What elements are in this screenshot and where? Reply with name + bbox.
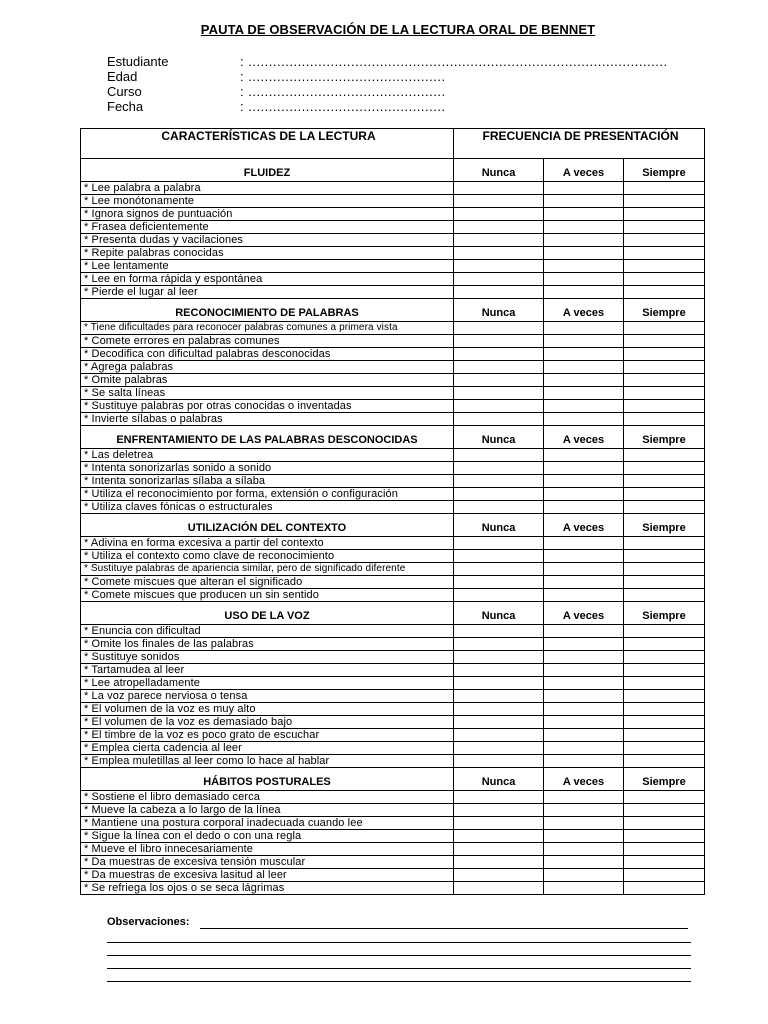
item-label: * Utiliza el contexto como clave de reconocimiento	[81, 550, 454, 563]
field-label: Edad	[107, 69, 138, 84]
checkbox-cell-a-veces[interactable]	[544, 830, 624, 843]
checkbox-cell-a-veces[interactable]	[544, 638, 624, 651]
checkbox-cell-siempre[interactable]	[624, 374, 705, 387]
checkbox-cell-siempre[interactable]	[624, 729, 705, 742]
checkbox-cell-siempre[interactable]	[624, 589, 705, 602]
checkbox-cell-nunca[interactable]	[454, 716, 544, 729]
checkbox-cell-siempre[interactable]	[624, 791, 705, 804]
checkbox-cell-a-veces[interactable]	[544, 550, 624, 563]
item-label: * Las deletrea	[81, 449, 454, 462]
item-label: * El timbre de la voz es poco grato de escuchar	[81, 729, 454, 742]
checkbox-cell-siempre[interactable]	[624, 462, 705, 475]
item-label: * Intenta sonorizarlas sonido a sonido	[81, 462, 454, 475]
checkbox-cell-a-veces[interactable]	[544, 703, 624, 716]
checkbox-cell-a-veces[interactable]	[544, 742, 624, 755]
item-label: * Intenta sonorizarlas sílaba a sílaba	[81, 475, 454, 488]
table-row	[81, 361, 705, 374]
checkbox-cell-nunca[interactable]	[454, 413, 544, 426]
checkbox-cell-nunca[interactable]	[454, 664, 544, 677]
checkbox-cell-nunca[interactable]	[454, 322, 544, 335]
item-label: * Lee lentamente	[81, 260, 454, 273]
checkbox-cell-nunca[interactable]	[454, 273, 544, 286]
checkbox-cell-nunca[interactable]	[454, 400, 544, 413]
table-row	[81, 449, 705, 462]
table-row	[81, 856, 705, 869]
table-row	[81, 260, 705, 273]
checkbox-cell-siempre[interactable]	[624, 550, 705, 563]
item-label: * Presenta dudas y vacilaciones	[81, 234, 454, 247]
section-title: ENFRENTAMIENTO DE LAS PALABRAS DESCONOCIDAS	[81, 426, 454, 449]
table-row	[81, 348, 705, 361]
checkbox-cell-siempre[interactable]	[624, 387, 705, 400]
checkbox-cell-nunca[interactable]	[454, 589, 544, 602]
frequency-header: Siempre	[624, 602, 705, 625]
item-label: * Lee palabra a palabra	[81, 182, 454, 195]
checkbox-cell-a-veces[interactable]	[544, 195, 624, 208]
checkbox-cell-siempre[interactable]	[624, 182, 705, 195]
checkbox-cell-nunca[interactable]	[454, 856, 544, 869]
checkbox-cell-siempre[interactable]	[624, 869, 705, 882]
frequency-header: A veces	[544, 602, 624, 625]
field-blank[interactable]: : ................................................	[240, 84, 446, 99]
checkbox-cell-a-veces[interactable]	[544, 856, 624, 869]
checkbox-cell-nunca[interactable]	[454, 638, 544, 651]
checkbox-cell-siempre[interactable]	[624, 335, 705, 348]
table-row	[81, 729, 705, 742]
table-row	[81, 703, 705, 716]
table-row	[81, 690, 705, 703]
observaciones-line[interactable]	[107, 943, 691, 956]
table-row	[81, 830, 705, 843]
checkbox-cell-a-veces[interactable]	[544, 651, 624, 664]
table-row	[81, 537, 705, 550]
observaciones-label: Observaciones:	[107, 916, 190, 928]
checkbox-cell-nunca[interactable]	[454, 576, 544, 589]
checkbox-cell-nunca[interactable]	[454, 817, 544, 830]
frequency-header: Nunca	[454, 159, 544, 182]
item-label: * Pierde el lugar al leer	[81, 286, 454, 299]
checkbox-cell-a-veces[interactable]	[544, 348, 624, 361]
checkbox-cell-nunca[interactable]	[454, 449, 544, 462]
item-label: * Sustituye palabras por otras conocidas o inventadas	[81, 400, 454, 413]
item-label: * Mueve el libro innecesariamente	[81, 843, 454, 856]
item-label: * Mantiene una postura corporal inadecuada cuando lee	[81, 817, 454, 830]
checkbox-cell-a-veces[interactable]	[544, 537, 624, 550]
frequency-header: Nunca	[454, 514, 544, 537]
item-label: * Sigue la línea con el dedo o con una regla	[81, 830, 454, 843]
item-label: * Lee monótonamente	[81, 195, 454, 208]
table-row	[81, 882, 705, 895]
field-edad	[107, 69, 446, 84]
checkbox-cell-siempre[interactable]	[624, 804, 705, 817]
section-title: FLUIDEZ	[81, 159, 454, 182]
checkbox-cell-siempre[interactable]	[624, 260, 705, 273]
section-header	[81, 602, 705, 625]
table-row	[81, 589, 705, 602]
checkbox-cell-siempre[interactable]	[624, 348, 705, 361]
checkbox-cell-a-veces[interactable]	[544, 804, 624, 817]
checkbox-cell-siempre[interactable]	[624, 677, 705, 690]
field-estudiante	[107, 54, 668, 69]
item-label: * Tartamudea al leer	[81, 664, 454, 677]
checkbox-cell-siempre[interactable]	[624, 501, 705, 514]
item-label: * Sustituye palabras de apariencia similar, pero de significado diferente	[81, 563, 454, 576]
item-label: * Tiene dificultades para reconocer palabras comunes a primera vista	[81, 322, 454, 335]
item-label: * El volumen de la voz es demasiado bajo	[81, 716, 454, 729]
checkbox-cell-nunca[interactable]	[454, 462, 544, 475]
item-label: * Da muestras de excesiva tensión muscular	[81, 856, 454, 869]
checkbox-cell-nunca[interactable]	[454, 221, 544, 234]
checkbox-cell-siempre[interactable]	[624, 625, 705, 638]
checkbox-cell-siempre[interactable]	[624, 247, 705, 260]
item-label: * Repite palabras conocidas	[81, 247, 454, 260]
checkbox-cell-a-veces[interactable]	[544, 677, 624, 690]
checkbox-cell-a-veces[interactable]	[544, 576, 624, 589]
checkbox-cell-a-veces[interactable]	[544, 475, 624, 488]
checkbox-cell-nunca[interactable]	[454, 335, 544, 348]
table-row	[81, 475, 705, 488]
checkbox-cell-nunca[interactable]	[454, 208, 544, 221]
checkbox-cell-a-veces[interactable]	[544, 247, 624, 260]
frequency-header: Siempre	[624, 768, 705, 791]
table-row	[81, 664, 705, 677]
observaciones-line[interactable]	[107, 956, 691, 969]
checkbox-cell-siempre[interactable]	[624, 322, 705, 335]
checkbox-cell-siempre[interactable]	[624, 449, 705, 462]
table-row	[81, 400, 705, 413]
checkbox-cell-nunca[interactable]	[454, 703, 544, 716]
checkbox-cell-a-veces[interactable]	[544, 286, 624, 299]
item-label: * Se salta líneas	[81, 387, 454, 400]
checkbox-cell-nunca[interactable]	[454, 260, 544, 273]
table-row	[81, 804, 705, 817]
observaciones-line[interactable]	[107, 930, 691, 943]
checkbox-cell-nunca[interactable]	[454, 234, 544, 247]
checkbox-cell-a-veces[interactable]	[544, 462, 624, 475]
checkbox-cell-a-veces[interactable]	[544, 625, 624, 638]
table-row	[81, 625, 705, 638]
section-header	[81, 426, 705, 449]
checkbox-cell-a-veces[interactable]	[544, 664, 624, 677]
table-row	[81, 182, 705, 195]
checkbox-cell-siempre[interactable]	[624, 400, 705, 413]
checkbox-cell-a-veces[interactable]	[544, 260, 624, 273]
checkbox-cell-a-veces[interactable]	[544, 400, 624, 413]
frequency-header: Nunca	[454, 299, 544, 322]
checkbox-cell-nunca[interactable]	[454, 361, 544, 374]
table-main-header	[81, 129, 705, 159]
checkbox-cell-siempre[interactable]	[624, 195, 705, 208]
checkbox-cell-a-veces[interactable]	[544, 817, 624, 830]
checkbox-cell-a-veces[interactable]	[544, 374, 624, 387]
field-fecha	[107, 99, 446, 114]
frequency-header: A veces	[544, 426, 624, 449]
column-header-caracteristicas: CARACTERÍSTICAS DE LA LECTURA	[81, 129, 454, 159]
section-title: USO DE LA VOZ	[81, 602, 454, 625]
table-row	[81, 677, 705, 690]
checkbox-cell-siempre[interactable]	[624, 703, 705, 716]
section-header	[81, 514, 705, 537]
section-header	[81, 768, 705, 791]
checkbox-cell-nunca[interactable]	[454, 843, 544, 856]
table-row	[81, 286, 705, 299]
checkbox-cell-nunca[interactable]	[454, 537, 544, 550]
section-title: UTILIZACIÓN DEL CONTEXTO	[81, 514, 454, 537]
checkbox-cell-nunca[interactable]	[454, 625, 544, 638]
checkbox-cell-nunca[interactable]	[454, 488, 544, 501]
field-label: Estudiante	[107, 54, 169, 69]
checkbox-cell-nunca[interactable]	[454, 550, 544, 563]
observaciones-line[interactable]	[200, 916, 688, 929]
item-label: * Utiliza el reconocimiento por forma, extensión o configuración	[81, 488, 454, 501]
checkbox-cell-siempre[interactable]	[624, 576, 705, 589]
checkbox-cell-a-veces[interactable]	[544, 690, 624, 703]
table-row	[81, 247, 705, 260]
table-row	[81, 716, 705, 729]
checkbox-cell-a-veces[interactable]	[544, 335, 624, 348]
field-curso	[107, 84, 446, 99]
section-header	[81, 299, 705, 322]
checkbox-cell-nunca[interactable]	[454, 830, 544, 843]
checkbox-cell-nunca[interactable]	[454, 475, 544, 488]
checkbox-cell-nunca[interactable]	[454, 501, 544, 514]
checkbox-cell-siempre[interactable]	[624, 488, 705, 501]
checkbox-cell-siempre[interactable]	[624, 882, 705, 895]
checkbox-cell-siempre[interactable]	[624, 221, 705, 234]
checkbox-cell-siempre[interactable]	[624, 856, 705, 869]
frequency-header: A veces	[544, 299, 624, 322]
checkbox-cell-a-veces[interactable]	[544, 882, 624, 895]
item-label: * Adivina en forma excesiva a partir del contexto	[81, 537, 454, 550]
frequency-header: Nunca	[454, 426, 544, 449]
checkbox-cell-nunca[interactable]	[454, 742, 544, 755]
checkbox-cell-siempre[interactable]	[624, 273, 705, 286]
table-row	[81, 843, 705, 856]
table-row	[81, 195, 705, 208]
checkbox-cell-a-veces[interactable]	[544, 501, 624, 514]
checkbox-cell-nunca[interactable]	[454, 882, 544, 895]
checkbox-cell-nunca[interactable]	[454, 677, 544, 690]
checkbox-cell-siempre[interactable]	[624, 413, 705, 426]
table-row	[81, 651, 705, 664]
observation-table	[80, 128, 705, 895]
table-row	[81, 638, 705, 651]
document-title: PAUTA DE OBSERVACIÓN DE LA LECTURA ORAL DE BENNET	[200, 22, 596, 37]
item-label: * Invierte sílabas o palabras	[81, 413, 454, 426]
checkbox-cell-a-veces[interactable]	[544, 755, 624, 768]
checkbox-cell-siempre[interactable]	[624, 638, 705, 651]
table-row	[81, 221, 705, 234]
checkbox-cell-siempre[interactable]	[624, 208, 705, 221]
item-label: * Mueve la cabeza a lo largo de la línea	[81, 804, 454, 817]
checkbox-cell-a-veces[interactable]	[544, 413, 624, 426]
item-label: * Se refriega los ojos o se seca lágrimas	[81, 882, 454, 895]
item-label: * Sustituye sonidos	[81, 651, 454, 664]
frequency-header: Nunca	[454, 768, 544, 791]
field-blank[interactable]: : ......................................................................................................	[240, 54, 668, 69]
checkbox-cell-siempre[interactable]	[624, 755, 705, 768]
table-row	[81, 550, 705, 563]
checkbox-cell-a-veces[interactable]	[544, 729, 624, 742]
item-label: * Enuncia con dificultad	[81, 625, 454, 638]
checkbox-cell-siempre[interactable]	[624, 537, 705, 550]
checkbox-cell-a-veces[interactable]	[544, 869, 624, 882]
checkbox-cell-siempre[interactable]	[624, 664, 705, 677]
observaciones-line[interactable]	[107, 969, 691, 982]
item-label: * Da muestras de excesiva lasitud al leer	[81, 869, 454, 882]
table-row	[81, 869, 705, 882]
table-row	[81, 234, 705, 247]
frequency-header: A veces	[544, 514, 624, 537]
checkbox-cell-a-veces[interactable]	[544, 449, 624, 462]
checkbox-cell-a-veces[interactable]	[544, 361, 624, 374]
item-label: * Decodifica con dificultad palabras desconocidas	[81, 348, 454, 361]
field-label: Fecha	[107, 99, 144, 114]
field-label: Curso	[107, 84, 142, 99]
checkbox-cell-siempre[interactable]	[624, 690, 705, 703]
checkbox-cell-a-veces[interactable]	[544, 563, 624, 576]
item-label: * Comete errores en palabras comunes	[81, 335, 454, 348]
checkbox-cell-a-veces[interactable]	[544, 843, 624, 856]
table-row	[81, 374, 705, 387]
checkbox-cell-siempre[interactable]	[624, 830, 705, 843]
table-row	[81, 488, 705, 501]
checkbox-cell-nunca[interactable]	[454, 387, 544, 400]
checkbox-cell-a-veces[interactable]	[544, 589, 624, 602]
table-row	[81, 742, 705, 755]
table-row	[81, 576, 705, 589]
item-label: * La voz parece nerviosa o tensa	[81, 690, 454, 703]
checkbox-cell-nunca[interactable]	[454, 690, 544, 703]
item-label: * Sostiene el libro demasiado cerca	[81, 791, 454, 804]
checkbox-cell-a-veces[interactable]	[544, 387, 624, 400]
checkbox-cell-siempre[interactable]	[624, 234, 705, 247]
item-label: * Ignora signos de puntuación	[81, 208, 454, 221]
checkbox-cell-nunca[interactable]	[454, 791, 544, 804]
checkbox-cell-nunca[interactable]	[454, 348, 544, 361]
checkbox-cell-a-veces[interactable]	[544, 791, 624, 804]
checkbox-cell-a-veces[interactable]	[544, 322, 624, 335]
item-label: * Lee en forma rápida y espontánea	[81, 273, 454, 286]
checkbox-cell-a-veces[interactable]	[544, 273, 624, 286]
item-label: * Comete miscues que producen un sin sentido	[81, 589, 454, 602]
table-row	[81, 755, 705, 768]
frequency-header: Nunca	[454, 602, 544, 625]
checkbox-cell-nunca[interactable]	[454, 374, 544, 387]
checkbox-cell-nunca[interactable]	[454, 247, 544, 260]
item-label: * Frasea deficientemente	[81, 221, 454, 234]
checkbox-cell-nunca[interactable]	[454, 563, 544, 576]
checkbox-cell-a-veces[interactable]	[544, 221, 624, 234]
table-row	[81, 273, 705, 286]
table-row	[81, 413, 705, 426]
field-blank[interactable]: : ................................................	[240, 69, 446, 84]
checkbox-cell-nunca[interactable]	[454, 869, 544, 882]
column-header-frecuencia: FRECUENCIA DE PRESENTACIÓN	[454, 129, 705, 159]
table-row	[81, 322, 705, 335]
checkbox-cell-nunca[interactable]	[454, 651, 544, 664]
checkbox-cell-nunca[interactable]	[454, 286, 544, 299]
checkbox-cell-siempre[interactable]	[624, 843, 705, 856]
frequency-header: Siempre	[624, 514, 705, 537]
table-row	[81, 501, 705, 514]
checkbox-cell-siempre[interactable]	[624, 475, 705, 488]
table-row	[81, 335, 705, 348]
checkbox-cell-a-veces[interactable]	[544, 208, 624, 221]
checkbox-cell-nunca[interactable]	[454, 182, 544, 195]
item-label: * Emplea cierta cadencia al leer	[81, 742, 454, 755]
checkbox-cell-nunca[interactable]	[454, 804, 544, 817]
checkbox-cell-nunca[interactable]	[454, 755, 544, 768]
field-blank[interactable]: : ................................................	[240, 99, 446, 114]
item-label: * El volumen de la voz es muy alto	[81, 703, 454, 716]
checkbox-cell-nunca[interactable]	[454, 195, 544, 208]
checkbox-cell-siempre[interactable]	[624, 361, 705, 374]
checkbox-cell-nunca[interactable]	[454, 729, 544, 742]
checkbox-cell-a-veces[interactable]	[544, 488, 624, 501]
checkbox-cell-a-veces[interactable]	[544, 716, 624, 729]
frequency-header: A veces	[544, 768, 624, 791]
item-label: * Omite los finales de las palabras	[81, 638, 454, 651]
checkbox-cell-siempre[interactable]	[624, 716, 705, 729]
frequency-header: Siempre	[624, 159, 705, 182]
section-title: RECONOCIMIENTO DE PALABRAS	[81, 299, 454, 322]
checkbox-cell-a-veces[interactable]	[544, 234, 624, 247]
table-row	[81, 387, 705, 400]
checkbox-cell-siempre[interactable]	[624, 817, 705, 830]
item-label: * Utiliza claves fónicas o estructurales	[81, 501, 454, 514]
item-label: * Lee atropelladamente	[81, 677, 454, 690]
item-label: * Omite palabras	[81, 374, 454, 387]
table-row	[81, 791, 705, 804]
item-label: * Emplea muletillas al leer como lo hace al hablar	[81, 755, 454, 768]
item-label: * Agrega palabras	[81, 361, 454, 374]
section-header	[81, 159, 705, 182]
section-title: HÁBITOS POSTURALES	[81, 768, 454, 791]
checkbox-cell-siempre[interactable]	[624, 563, 705, 576]
frequency-header: Siempre	[624, 426, 705, 449]
table-row	[81, 817, 705, 830]
table-row	[81, 462, 705, 475]
checkbox-cell-siempre[interactable]	[624, 286, 705, 299]
frequency-header: A veces	[544, 159, 624, 182]
checkbox-cell-siempre[interactable]	[624, 742, 705, 755]
checkbox-cell-a-veces[interactable]	[544, 182, 624, 195]
frequency-header: Siempre	[624, 299, 705, 322]
table-row	[81, 208, 705, 221]
checkbox-cell-siempre[interactable]	[624, 651, 705, 664]
item-label: * Comete miscues que alteran el significado	[81, 576, 454, 589]
table-row	[81, 563, 705, 576]
